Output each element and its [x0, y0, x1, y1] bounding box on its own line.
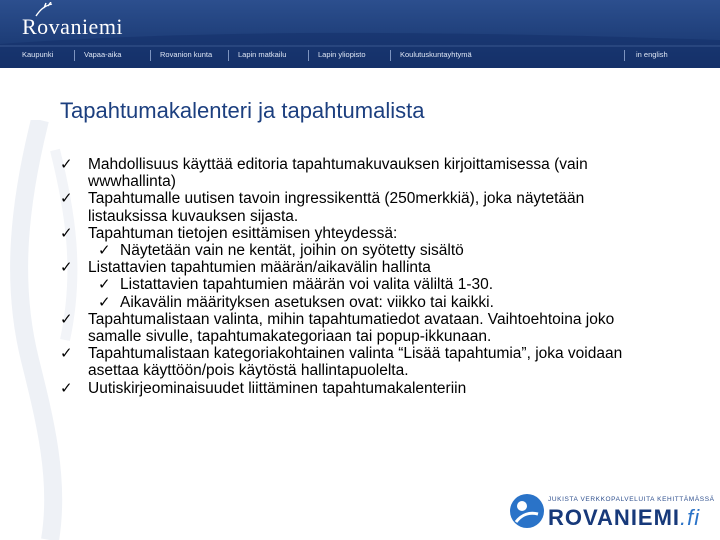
nav-divider	[308, 50, 309, 61]
bullet-list	[60, 156, 660, 397]
sub-list-item-text: Aikavälin määrityksen asetuksen ovat: viikko tai kaikki.	[120, 293, 494, 311]
footer-brand[interactable]	[548, 505, 700, 531]
nav-divider	[624, 50, 625, 61]
list-item	[60, 190, 660, 224]
nav-item-lapin-matkailu[interactable]: Lapin matkailu	[238, 50, 287, 59]
checkmark-icon: ✓	[60, 156, 73, 173]
footer-brand-name: ROVANIEMI	[548, 505, 681, 530]
sub-list-item	[60, 294, 660, 311]
list-item-text: Mahdollisuus käyttää editoria tapahtumakuvauksen kirjoittamisessa (vain wwwhallinta)	[88, 156, 588, 191]
nav-item-rovanion-kunta[interactable]: Rovanion kunta	[160, 50, 213, 59]
list-item-text: Tapahtumalistaan valinta, mihin tapahtumatiedot avataan. Vaihtoehtoina joko samalle sivulle, tapahtumakategoriaan tai popup-ikkunaan.	[88, 310, 615, 346]
list-item-text: Listattavien tapahtumien määrän/aikavälin hallinta	[88, 259, 431, 277]
nav-divider	[74, 50, 75, 61]
list-item	[60, 156, 660, 190]
footer-brand-suffix: .fi	[680, 505, 701, 530]
nav-item-kaupunki[interactable]: Kaupunki	[22, 50, 54, 59]
checkmark-icon: ✓	[98, 242, 111, 260]
list-item	[60, 345, 660, 379]
list-item	[60, 225, 660, 242]
checkmark-icon: ✓	[60, 259, 73, 277]
list-item-text: Tapahtumalle uutisen tavoin ingressikenttä (250merkkiä), joka näytetään listauksissa kuvauksen sijasta.	[88, 190, 585, 225]
page-title: Tapahtumakalenteri ja tapahtumalista	[60, 98, 425, 123]
list-item-text: Tapahtumalistaan kategoriakohtainen valinta “Lisää tapahtumia”, joka voidaan asettaa käyttöön/pois käytöstä hallintapuolelta.	[88, 345, 623, 380]
checkmark-icon: ✓	[60, 310, 73, 328]
list-item	[60, 259, 660, 276]
nav-item-koulutuskuntayhtyma[interactable]: Koulutuskuntayhtymä	[400, 50, 472, 59]
nav-item-vapaa-aika[interactable]: Vapaa-aika	[84, 50, 122, 59]
sub-list-item	[60, 276, 660, 293]
checkmark-icon: ✓	[60, 379, 73, 397]
nav-divider	[228, 50, 229, 61]
brand-logo[interactable]: Rovaniemi	[22, 14, 124, 39]
checkmark-icon: ✓	[60, 224, 73, 242]
list-item	[60, 380, 660, 397]
checkmark-icon: ✓	[60, 345, 73, 363]
list-item	[60, 311, 660, 345]
sub-list-item	[60, 242, 660, 259]
list-item-text: Uutiskirjeominaisuudet liittäminen tapahtumakalenteriin	[88, 379, 467, 397]
footer-tagline: JUKISTA VERKKOPALVELUITA KEHITTÄMÄSSÄ	[548, 496, 715, 503]
footer-logo-icon	[508, 492, 546, 530]
list-item-text: Tapahtuman tietojen esittämisen yhteydessä:	[88, 224, 398, 242]
nav-divider	[390, 50, 391, 61]
header-banner	[0, 0, 720, 68]
nav-item-english[interactable]: in english	[636, 50, 668, 59]
sub-list-item-text: Listattavien tapahtumien määrän voi valita väliltä 1-30.	[120, 276, 494, 294]
nav-item-lapin-yliopisto[interactable]: Lapin yliopisto	[318, 50, 366, 59]
checkmark-icon: ✓	[60, 190, 73, 208]
nav-divider	[150, 50, 151, 61]
checkmark-icon: ✓	[98, 276, 111, 294]
top-navigation	[0, 46, 720, 66]
sub-list-item-text: Näytetään vain ne kentät, joihin on syötetty sisältö	[120, 242, 464, 260]
checkmark-icon: ✓	[98, 293, 111, 311]
